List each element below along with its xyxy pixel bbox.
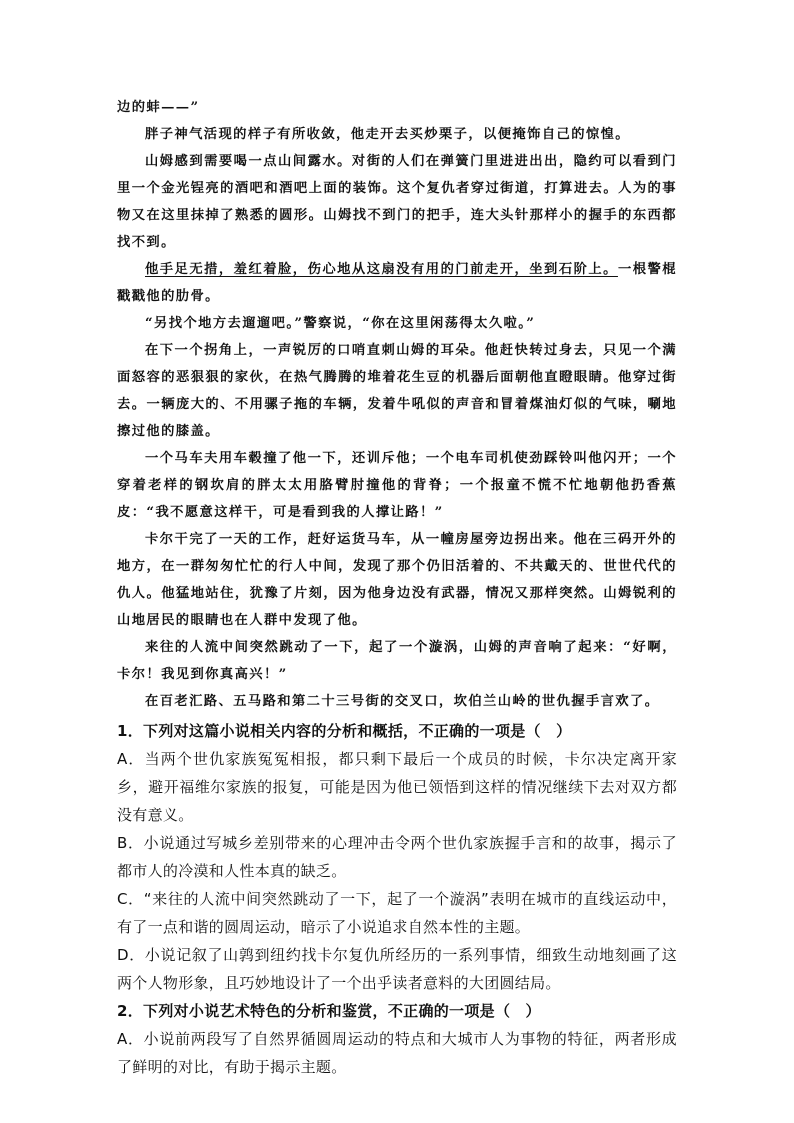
story-paragraph: 卡尔干完了一天的工作，赶好运货马车，从一幢房屋旁边拐出来。他在三码开外的地方，在一群匆匆忙忙的行人中间，发现了那个仍旧活着的、不共戴天的、世世代代的仇人。他猛地站住，犹豫了片刻，因为他身边没有武器，情况又那样突然。山姆锐利的山地居民的眼睛也在人群中发现了他。: [117, 532, 677, 628]
question-2-option-a: A．小说前两段写了自然界循圆周运动的特点和大城市人为事物的特征，两者形成了鲜明的对比，有助于揭示主题。: [117, 1030, 677, 1076]
story-paragraph: [117, 256, 677, 310]
story-paragraph: 在百老汇路、五马路和第二十三号街的交叉口，坎伯兰山岭的世仇握手言欢了。: [145, 694, 660, 709]
story-paragraph: 在下一个拐角上，一声锐厉的口哨直刺山姆的耳朵。他赶快转过身去，只见一个满面怒容的恶狠狠的家伙，在热气腾腾的堆着花生豆的机器后面朝他直瞪眼睛。他穿过街去。一辆庞大的、不用骡子拖的车辆，发着牛吼似的声音和冒着煤油灯似的气味，唰地擦过他的膝盖。: [117, 343, 677, 439]
underlined-sentence: 他手足无措，羞红着脸，伤心地从这扇没有用的门前走开，坐到石阶上。: [145, 262, 618, 277]
question-1-option-b: B．小说通过写城乡差别带来的心理冲击令两个世仇家族握手言和的故事，揭示了都市人的冷漠和人性本真的缺乏。: [117, 834, 677, 880]
question-1-option-a: A．当两个世仇家族冤冤相报，都只剩下最后一个成员的时候，卡尔决定离开家乡，避开福维尔家族的报复，可能是因为他已领悟到这样的情况继续下去对双方都没有意义。: [117, 750, 677, 824]
question-1-stem: 1．下列对这篇小说相关内容的分析和概括，不正确的一项是（ ）: [117, 722, 572, 740]
question-1-option-d: D．小说记叙了山鹑到纽约找卡尔复仇所经历的一系列事情，细致生动地刻画了这两个人物形象，且巧妙地设计了一个出乎读者意料的大团圆结局。: [117, 946, 677, 992]
story-paragraph: “另找个地方去遛遛吧。”警察说，“你在这里闲荡得太久啦。”: [145, 316, 536, 331]
story-paragraph: 山姆感到需要喝一点山间露水。对街的人们在弹簧门里进进出出，隐约可以看到门里一个金光锃亮的酒吧和酒吧上面的装饰。这个复仇者穿过街道，打算进去。人为的事物又在这里抹掉了熟悉的圆形。山姆找不到门的把手，连大头针那样小的握手的东西都找不到。: [117, 154, 677, 250]
question-1-option-c: C．“来往的人流中间突然跳动了一下，起了一个漩涡”表明在城市的直线运动中，有了一点和谐的圆周运动，暗示了小说追求自然本性的主题。: [117, 890, 677, 936]
story-paragraph: 一个马车夫用车毂撞了他一下，还训斥他；一个电车司机使劲踩铃叫他闪开；一个穿着老样的钢坎肩的胖太太用胳臂肘撞他的背脊；一个报童不慌不忙地朝他扔香蕉皮：“我不愿意这样干，可是看到我的人撑让路！”: [117, 451, 677, 520]
story-paragraph: 边的蚌——”: [117, 100, 200, 115]
story-text: 一根警棍戳戳他的肋骨。: [117, 262, 677, 304]
story-paragraph: 来往的人流中间突然跳动了一下，起了一个漩涡，山姆的声音响了起来：“好啊，卡尔！我见到你真高兴！”: [117, 640, 677, 682]
question-section: [117, 717, 677, 1081]
story-paragraph: 胖子神气活现的样子有所收敛，他走开去买炒栗子，以便掩饰自己的惊惶。: [145, 127, 630, 142]
story-excerpt: [117, 94, 677, 715]
question-2-stem: 2．下列对小说艺术特色的分析和鉴赏，不正确的一项是（ ）: [117, 1002, 541, 1020]
